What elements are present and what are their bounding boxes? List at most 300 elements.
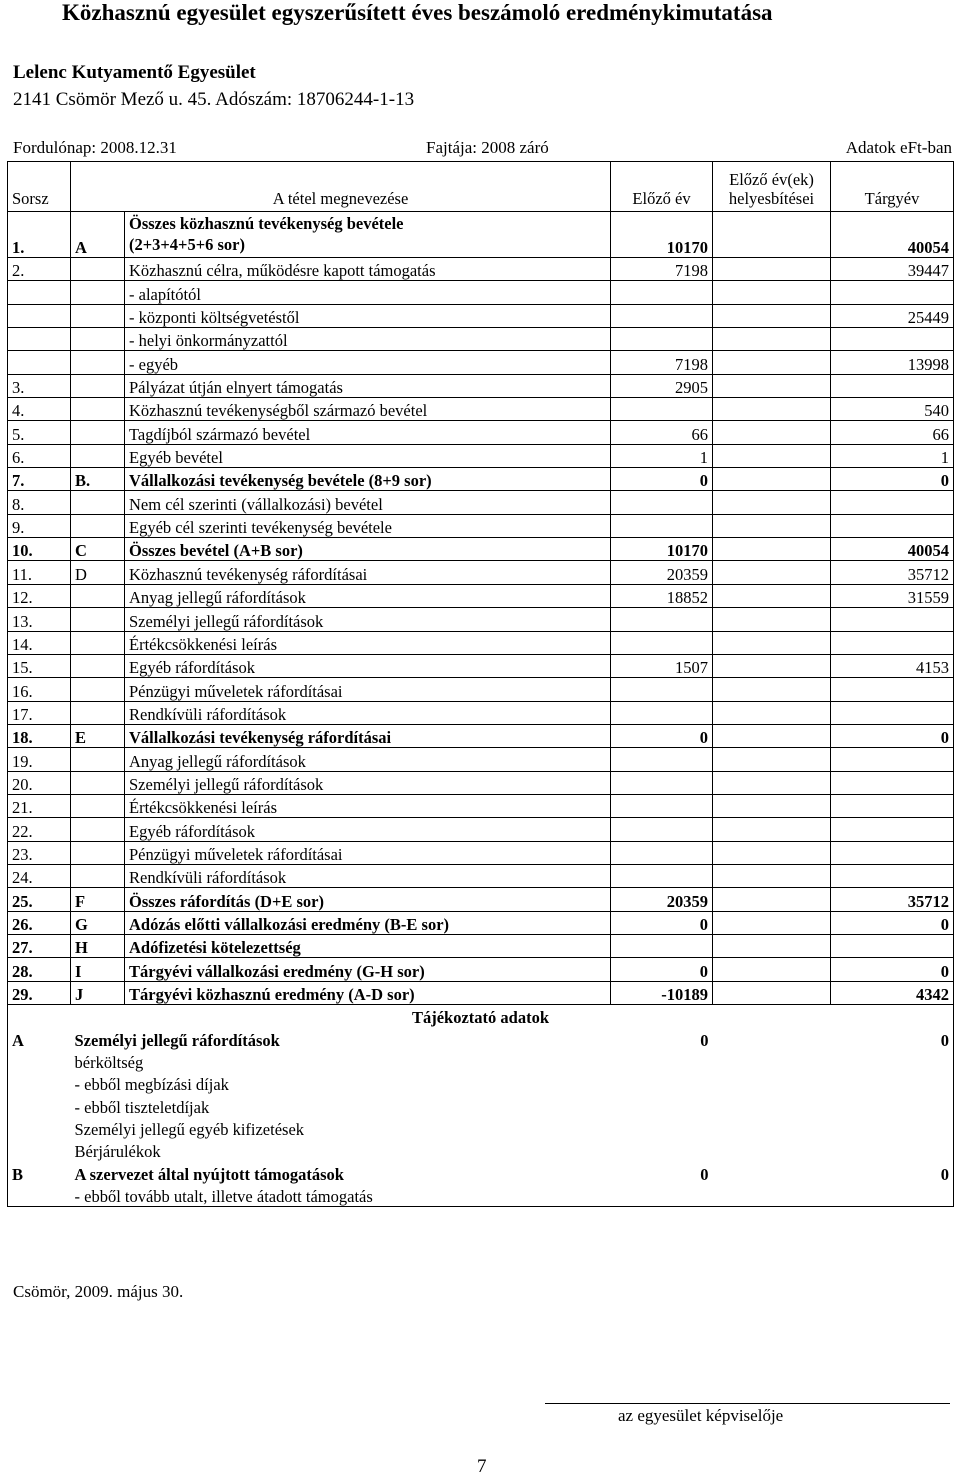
row-previous-corrections	[713, 934, 831, 957]
row-previous-corrections	[713, 374, 831, 397]
organization-name: Lelenc Kutyamentő Egyesület	[13, 62, 256, 83]
row-item-name: Pénzügyi műveletek ráfordításai	[125, 841, 611, 864]
row-previous-year: 0	[611, 724, 713, 747]
row-item-name: Összes bevétel (A+B sor)	[125, 538, 611, 561]
row-number: 22.	[8, 818, 71, 841]
row-number: 28.	[8, 958, 71, 981]
row-current-year: 66	[831, 421, 954, 444]
info-row-name: Bérjárulékok	[74, 1142, 161, 1162]
row-number: 9.	[8, 514, 71, 537]
row-previous-year	[611, 631, 713, 654]
row-previous-corrections	[713, 654, 831, 677]
info-row-name: - ebből megbízási díjak	[74, 1075, 229, 1095]
table-row	[8, 864, 954, 887]
row-current-year: 540	[831, 398, 954, 421]
info-row-spacer	[713, 1139, 831, 1161]
row-current-year: 4342	[831, 981, 954, 1004]
row-item-name: Anyag jellegű ráfordítások	[125, 584, 611, 607]
info-row-code	[8, 1117, 71, 1139]
table-row	[8, 212, 954, 258]
data-unit: Adatok eFt-ban	[845, 138, 952, 157]
row-code: C	[71, 538, 125, 561]
info-row-code	[8, 1050, 71, 1072]
row-previous-corrections	[713, 911, 831, 934]
info-row-current-year	[831, 1184, 954, 1207]
info-row	[8, 1094, 954, 1116]
table-row	[8, 398, 954, 421]
row-previous-year: 10170	[611, 212, 713, 258]
row-previous-year: 2905	[611, 374, 713, 397]
info-row-previous-year	[611, 1072, 713, 1094]
row-number: 1.	[8, 212, 71, 258]
row-previous-corrections	[713, 841, 831, 864]
row-item-name: Személyi jellegű ráfordítások	[125, 771, 611, 794]
report-type: Fajtája: 2008 záró	[426, 138, 549, 157]
row-code: H	[71, 934, 125, 957]
row-number: 7.	[8, 468, 71, 491]
info-row	[8, 1139, 954, 1161]
row-item-name: - alapítótól	[125, 281, 611, 304]
row-previous-year	[611, 841, 713, 864]
row-number	[8, 351, 71, 374]
table-row	[8, 491, 954, 514]
row-previous-corrections	[713, 468, 831, 491]
row-previous-year: 0	[611, 958, 713, 981]
info-row-current-year	[831, 1117, 954, 1139]
info-row-current-year	[831, 1050, 954, 1072]
row-current-year: 1	[831, 444, 954, 467]
header-item-name: A tétel megnevezése	[71, 162, 611, 212]
row-number	[8, 304, 71, 327]
table-row	[8, 934, 954, 957]
row-number: 23.	[8, 841, 71, 864]
row-previous-year	[611, 608, 713, 631]
organization-address: 2141 Csömör Mező u. 45. Adószám: 18706244-1-13	[13, 89, 415, 110]
table-row	[8, 911, 954, 934]
row-item-name: Egyéb cél szerinti tevékenység bevétele	[125, 514, 611, 537]
row-previous-year	[611, 748, 713, 771]
row-code	[71, 258, 125, 281]
table-header-row	[8, 162, 954, 212]
row-current-year: 13998	[831, 351, 954, 374]
row-item-name-line2: (2+3+4+5+6 sor)	[129, 235, 245, 254]
row-previous-year: 1	[611, 444, 713, 467]
row-previous-corrections	[713, 258, 831, 281]
row-previous-year	[611, 328, 713, 351]
row-current-year: 35712	[831, 561, 954, 584]
row-number: 10.	[8, 538, 71, 561]
row-code: D	[71, 561, 125, 584]
row-previous-corrections	[713, 958, 831, 981]
row-number: 20.	[8, 771, 71, 794]
info-row-spacer	[713, 1184, 831, 1207]
row-previous-corrections	[713, 212, 831, 258]
table-row	[8, 631, 954, 654]
row-code	[71, 444, 125, 467]
info-row-spacer	[713, 1117, 831, 1139]
info-row-name: bérköltség	[74, 1053, 144, 1073]
row-item-name: Közhasznú célra, működésre kapott támogatás	[125, 258, 611, 281]
info-row	[8, 1027, 954, 1049]
row-item-name: Összes ráfordítás (D+E sor)	[125, 888, 611, 911]
info-row-current-year	[831, 1094, 954, 1116]
row-code	[71, 421, 125, 444]
info-row-current-year	[831, 1072, 954, 1094]
row-previous-corrections	[713, 514, 831, 537]
info-row-current-year	[831, 1139, 954, 1161]
row-number: 24.	[8, 864, 71, 887]
row-previous-year	[611, 491, 713, 514]
row-previous-corrections	[713, 444, 831, 467]
header-previous-year: Előző év	[611, 162, 713, 212]
row-code: G	[71, 911, 125, 934]
row-item-name: Rendkívüli ráfordítások	[125, 864, 611, 887]
info-row-previous-year: 0	[700, 1030, 709, 1050]
row-current-year: 25449	[831, 304, 954, 327]
table-row	[8, 421, 954, 444]
row-current-year	[831, 678, 954, 701]
row-item-name: Közhasznú tevékenységből származó bevétel	[125, 398, 611, 421]
row-code: E	[71, 724, 125, 747]
row-item-name: Vállalkozási tevékenység bevétele (8+9 sor)	[125, 468, 611, 491]
row-code	[71, 818, 125, 841]
info-row-code: B	[8, 1161, 71, 1183]
header-previous-corrections-line1: Előző év(ek)	[729, 170, 814, 189]
reporting-date: Fordulónap: 2008.12.31	[13, 138, 177, 157]
row-code	[71, 328, 125, 351]
place-and-date: Csömör, 2009. május 30.	[13, 1282, 184, 1301]
row-item-name: Értékcsökkenési leírás	[125, 794, 611, 817]
row-number: 19.	[8, 748, 71, 771]
row-number: 27.	[8, 934, 71, 957]
row-item-name-line1: Összes közhasznú tevékenység bevétele	[129, 214, 404, 233]
info-row-previous-year	[611, 1184, 713, 1207]
row-previous-year: 18852	[611, 584, 713, 607]
info-row-code	[8, 1094, 71, 1116]
row-previous-corrections	[713, 608, 831, 631]
info-row-spacer	[713, 1050, 831, 1072]
row-item-name: Értékcsökkenési leírás	[125, 631, 611, 654]
row-current-year	[831, 864, 954, 887]
info-row-code	[8, 1072, 71, 1094]
row-current-year: 0	[831, 724, 954, 747]
row-current-year	[831, 631, 954, 654]
info-section-title: Tájékoztató adatok	[8, 1005, 954, 1028]
row-previous-corrections	[713, 328, 831, 351]
table-row	[8, 958, 954, 981]
table-row	[8, 981, 954, 1004]
header-previous-corrections	[713, 162, 831, 212]
row-item-name: Pénzügyi műveletek ráfordításai	[125, 678, 611, 701]
row-number: 6.	[8, 444, 71, 467]
row-previous-corrections	[713, 351, 831, 374]
row-item-name: Nem cél szerinti (vállalkozási) bevétel	[125, 491, 611, 514]
row-number: 16.	[8, 678, 71, 701]
info-section-header	[8, 1005, 954, 1028]
row-code	[71, 841, 125, 864]
row-code: I	[71, 958, 125, 981]
table-row	[8, 841, 954, 864]
row-previous-corrections	[713, 794, 831, 817]
row-previous-corrections	[713, 981, 831, 1004]
table-row	[8, 794, 954, 817]
row-code	[71, 304, 125, 327]
row-code	[71, 514, 125, 537]
table-row	[8, 561, 954, 584]
row-previous-year: 20359	[611, 561, 713, 584]
table-row	[8, 538, 954, 561]
row-previous-corrections	[713, 701, 831, 724]
row-current-year: 39447	[831, 258, 954, 281]
row-current-year: 0	[831, 911, 954, 934]
info-row-current-year: 0	[831, 1027, 954, 1049]
row-item-name: Anyag jellegű ráfordítások	[125, 748, 611, 771]
row-current-year	[831, 794, 954, 817]
info-row-previous-year	[611, 1117, 713, 1139]
row-code	[71, 631, 125, 654]
info-row-spacer	[713, 1072, 831, 1094]
info-row-previous-year: 0	[700, 1164, 709, 1184]
row-number: 12.	[8, 584, 71, 607]
row-previous-corrections	[713, 888, 831, 911]
document-title: Közhasznú egyesület egyszerűsített éves beszámoló eredménykimutatása	[62, 0, 773, 25]
table-row	[8, 724, 954, 747]
row-number: 11.	[8, 561, 71, 584]
row-current-year: 40054	[831, 212, 954, 258]
info-row-current-year: 0	[831, 1161, 954, 1183]
row-current-year	[831, 771, 954, 794]
row-previous-corrections	[713, 281, 831, 304]
row-code: B.	[71, 468, 125, 491]
table-row	[8, 514, 954, 537]
row-previous-year	[611, 864, 713, 887]
row-code: A	[71, 212, 125, 258]
row-current-year	[831, 934, 954, 957]
row-previous-corrections	[713, 678, 831, 701]
signature-label: az egyesület képviselője	[618, 1406, 784, 1425]
table-row	[8, 351, 954, 374]
row-number: 2.	[8, 258, 71, 281]
row-item-name: - helyi önkormányzattól	[125, 328, 611, 351]
table-row	[8, 328, 954, 351]
info-row-code: A	[8, 1027, 71, 1049]
row-previous-year: 7198	[611, 351, 713, 374]
info-row	[8, 1184, 954, 1207]
row-previous-year: 0	[611, 911, 713, 934]
info-row-previous-year	[611, 1139, 713, 1161]
row-previous-year: 20359	[611, 888, 713, 911]
row-item-name: Adófizetési kötelezettség	[125, 934, 611, 957]
row-previous-year	[611, 678, 713, 701]
row-previous-year	[611, 304, 713, 327]
row-code	[71, 748, 125, 771]
row-current-year: 31559	[831, 584, 954, 607]
row-current-year	[831, 701, 954, 724]
row-previous-corrections	[713, 748, 831, 771]
row-current-year	[831, 328, 954, 351]
row-number: 4.	[8, 398, 71, 421]
row-previous-corrections	[713, 304, 831, 327]
row-previous-corrections	[713, 561, 831, 584]
table-row	[8, 888, 954, 911]
income-statement-table	[7, 161, 954, 1207]
row-number: 13.	[8, 608, 71, 631]
row-previous-corrections	[713, 421, 831, 444]
row-current-year	[831, 491, 954, 514]
info-row	[8, 1161, 954, 1183]
header-previous-corrections-line2: helyesbítései	[728, 189, 815, 208]
row-number: 26.	[8, 911, 71, 934]
row-current-year	[831, 818, 954, 841]
table-row	[8, 444, 954, 467]
info-row	[8, 1050, 954, 1072]
row-previous-corrections	[713, 864, 831, 887]
row-item-name: Adózás előtti vállalkozási eredmény (B-E sor)	[125, 911, 611, 934]
row-previous-year: 1507	[611, 654, 713, 677]
row-item-name: Közhasznú tevékenység ráfordításai	[125, 561, 611, 584]
row-previous-year: 66	[611, 421, 713, 444]
row-item-name: - központi költségvetéstől	[125, 304, 611, 327]
row-previous-year	[611, 514, 713, 537]
row-previous-year: 10170	[611, 538, 713, 561]
row-current-year	[831, 608, 954, 631]
info-row-previous-year	[611, 1094, 713, 1116]
row-code	[71, 771, 125, 794]
row-item-name: Tagdíjból származó bevétel	[125, 421, 611, 444]
row-number	[8, 328, 71, 351]
row-previous-corrections	[713, 631, 831, 654]
row-previous-year	[611, 771, 713, 794]
info-row-spacer	[713, 1094, 831, 1116]
table-row	[8, 701, 954, 724]
row-current-year: 35712	[831, 888, 954, 911]
row-previous-year: 0	[611, 468, 713, 491]
info-row-previous-year	[611, 1050, 713, 1072]
row-item-name	[125, 212, 611, 258]
table-row	[8, 678, 954, 701]
row-previous-year	[611, 818, 713, 841]
table-row	[8, 584, 954, 607]
row-number	[8, 281, 71, 304]
signature-line	[545, 1403, 950, 1404]
row-previous-corrections	[713, 724, 831, 747]
table-row	[8, 281, 954, 304]
row-code: J	[71, 981, 125, 1004]
row-previous-corrections	[713, 584, 831, 607]
row-code	[71, 491, 125, 514]
table-row	[8, 304, 954, 327]
row-item-name: Pályázat útján elnyert támogatás	[125, 374, 611, 397]
row-code	[71, 864, 125, 887]
info-row-name: Személyi jellegű ráfordítások	[74, 1030, 280, 1050]
row-item-name: Egyéb ráfordítások	[125, 818, 611, 841]
info-row-name: A szervezet által nyújtott támogatások	[74, 1164, 344, 1184]
table-row	[8, 654, 954, 677]
info-row	[8, 1117, 954, 1139]
row-current-year	[831, 374, 954, 397]
row-current-year	[831, 748, 954, 771]
row-item-name: Egyéb bevétel	[125, 444, 611, 467]
row-code	[71, 374, 125, 397]
table-row	[8, 468, 954, 491]
row-item-name: Rendkívüli ráfordítások	[125, 701, 611, 724]
row-number: 29.	[8, 981, 71, 1004]
row-current-year: 0	[831, 958, 954, 981]
row-code	[71, 678, 125, 701]
row-item-name: Tárgyévi közhasznú eredmény (A-D sor)	[125, 981, 611, 1004]
row-number: 5.	[8, 421, 71, 444]
row-previous-year: -10189	[611, 981, 713, 1004]
row-previous-corrections	[713, 538, 831, 561]
info-row	[8, 1072, 954, 1094]
header-sorsz: Sorsz	[8, 162, 71, 212]
row-number: 3.	[8, 374, 71, 397]
row-previous-corrections	[713, 398, 831, 421]
row-current-year: 0	[831, 468, 954, 491]
row-current-year: 40054	[831, 538, 954, 561]
row-current-year: 4153	[831, 654, 954, 677]
row-previous-corrections	[713, 771, 831, 794]
row-item-name: Egyéb ráfordítások	[125, 654, 611, 677]
table-row	[8, 771, 954, 794]
info-row-name: - ebből tiszteletdíjak	[74, 1097, 210, 1117]
table-row	[8, 748, 954, 771]
info-row-name: Személyi jellegű egyéb kifizetések	[74, 1120, 305, 1140]
row-previous-year	[611, 934, 713, 957]
row-previous-year: 7198	[611, 258, 713, 281]
row-previous-corrections	[713, 818, 831, 841]
row-number: 14.	[8, 631, 71, 654]
row-previous-year	[611, 281, 713, 304]
row-code	[71, 584, 125, 607]
info-row-code	[8, 1139, 71, 1161]
row-number: 15.	[8, 654, 71, 677]
row-number: 25.	[8, 888, 71, 911]
row-item-name: - egyéb	[125, 351, 611, 374]
row-current-year	[831, 841, 954, 864]
row-previous-year	[611, 794, 713, 817]
row-item-name: Személyi jellegű ráfordítások	[125, 608, 611, 631]
row-code	[71, 701, 125, 724]
row-code	[71, 281, 125, 304]
row-code	[71, 654, 125, 677]
info-row-name: - ebből tovább utalt, illetve átadott támogatás	[71, 1184, 611, 1207]
row-current-year	[831, 514, 954, 537]
row-previous-year	[611, 701, 713, 724]
row-number: 18.	[8, 724, 71, 747]
table-row	[8, 818, 954, 841]
row-code	[71, 398, 125, 421]
info-row-spacer	[713, 1027, 831, 1049]
row-number: 17.	[8, 701, 71, 724]
table-row	[8, 258, 954, 281]
row-code: F	[71, 888, 125, 911]
info-row-spacer	[713, 1161, 831, 1183]
page-number: 7	[477, 1456, 487, 1477]
header-current-year: Tárgyév	[831, 162, 954, 212]
row-code	[71, 794, 125, 817]
table-row	[8, 608, 954, 631]
row-code	[71, 351, 125, 374]
info-row-code	[8, 1184, 71, 1207]
row-current-year	[831, 281, 954, 304]
row-previous-year	[611, 398, 713, 421]
row-number: 8.	[8, 491, 71, 514]
row-item-name: Tárgyévi vállalkozási eredmény (G-H sor)	[125, 958, 611, 981]
table-row	[8, 374, 954, 397]
row-number: 21.	[8, 794, 71, 817]
row-previous-corrections	[713, 491, 831, 514]
